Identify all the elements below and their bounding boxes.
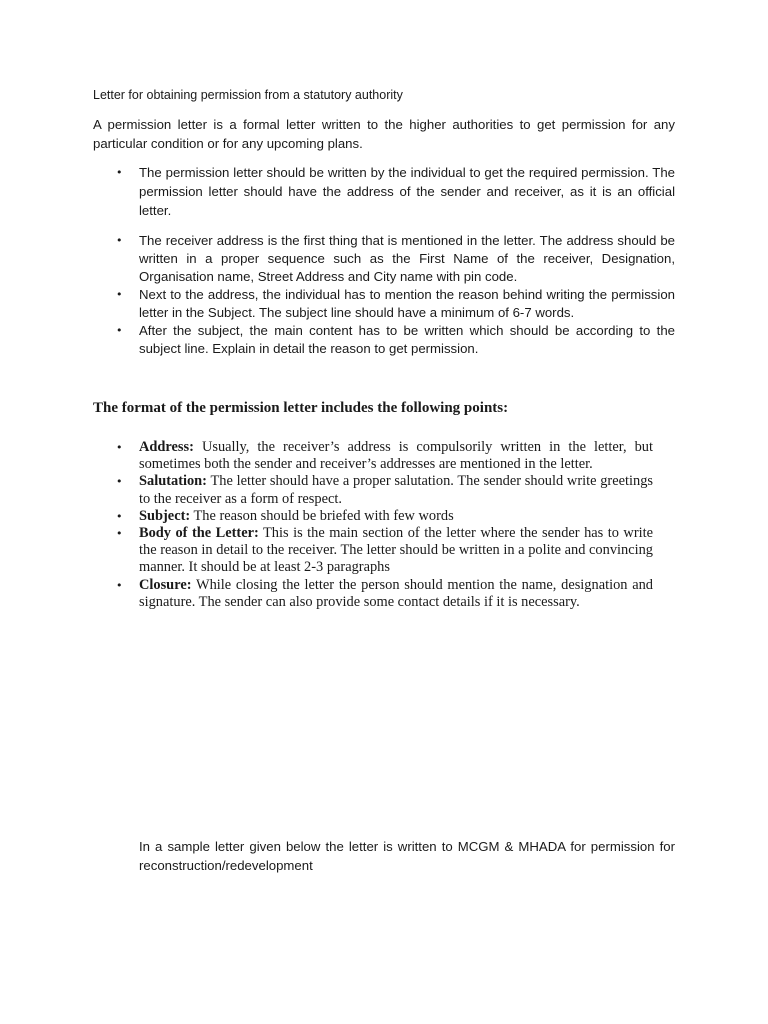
bullet-icon: • (116, 324, 123, 337)
format-point-term: Subject: (139, 507, 191, 524)
format-point-text: Usually, the receiver’s address is compulsorily written in the letter, but sometimes both the sender and receiver’s addresses are mentioned in the letter. (139, 439, 653, 473)
list-item (93, 232, 675, 286)
bullet-icon: • (116, 288, 123, 301)
format-point-text: While closing the letter the person should mention the name, designation and signature. The sender can also provide some contact details if it is necessary. (139, 576, 653, 610)
format-point-term: Salutation: (139, 473, 207, 490)
format-points-list (93, 439, 653, 611)
list-item (93, 286, 675, 322)
format-point-text: This is the main section of the letter where the sender has to write the reason in detail to the receiver. The letter should be written in a polite and convincing manner. It should be at least 2-3 paragraphs (139, 525, 654, 576)
format-point-subject (93, 508, 653, 525)
format-point-address (93, 439, 653, 473)
format-point-text: The letter should have a proper salutation. The sender should write greetings to the receiver as a form of respect. (139, 473, 653, 507)
format-point-salutation (93, 473, 653, 507)
format-point-closure (93, 577, 653, 611)
list-item-text: After the subject, the main content has to be written which should be according to the subject line. Explain in detail the reason to get permission. (139, 323, 675, 356)
closing-paragraph: In a sample letter given below the letter is written to MCGM & MHADA for permission for reconstruction/redevelopment (139, 839, 675, 873)
list-item-text: The receiver address is the first thing that is mentioned in the letter. The address should be written in a proper sequence such as the First Name of the receiver, Designation, Organisation name, Street Address and City name with pin code. (139, 233, 675, 284)
intro-paragraph: A permission letter is a formal letter written to the higher authorities to get permission for any particular condition or for any upcoming plans. (93, 117, 675, 151)
bullet-list-b (93, 232, 675, 358)
bullet-icon: • (116, 166, 123, 179)
document-title: Letter for obtaining permission from a statutory authority (93, 88, 403, 102)
format-heading: The format of the permission letter includes the following points: (93, 400, 509, 416)
list-item (93, 163, 675, 220)
list-item-text: The permission letter should be written by the individual to get the required permission. The permission letter should have the address of the sender and receiver, as it is an official letter. (139, 165, 675, 218)
format-point-term: Closure: (139, 576, 192, 593)
bullet-icon: • (116, 527, 123, 541)
format-point-text: The reason should be briefed with few words (193, 507, 454, 524)
format-point-term: Body of the Letter: (139, 525, 259, 542)
bullet-icon: • (116, 475, 123, 489)
bullet-icon: • (116, 509, 123, 523)
bullet-icon: • (116, 234, 123, 247)
format-point-term: Address: (139, 439, 194, 455)
bullet-list-a (93, 163, 675, 220)
list-item-text: Next to the address, the individual has to mention the reason behind writing the permission letter in the Subject. The subject line should have a minimum of 6-7 words. (139, 287, 675, 320)
bullet-icon: • (116, 441, 123, 454)
bullet-icon: • (116, 578, 123, 592)
format-point-body (93, 525, 653, 577)
list-item (93, 322, 675, 358)
